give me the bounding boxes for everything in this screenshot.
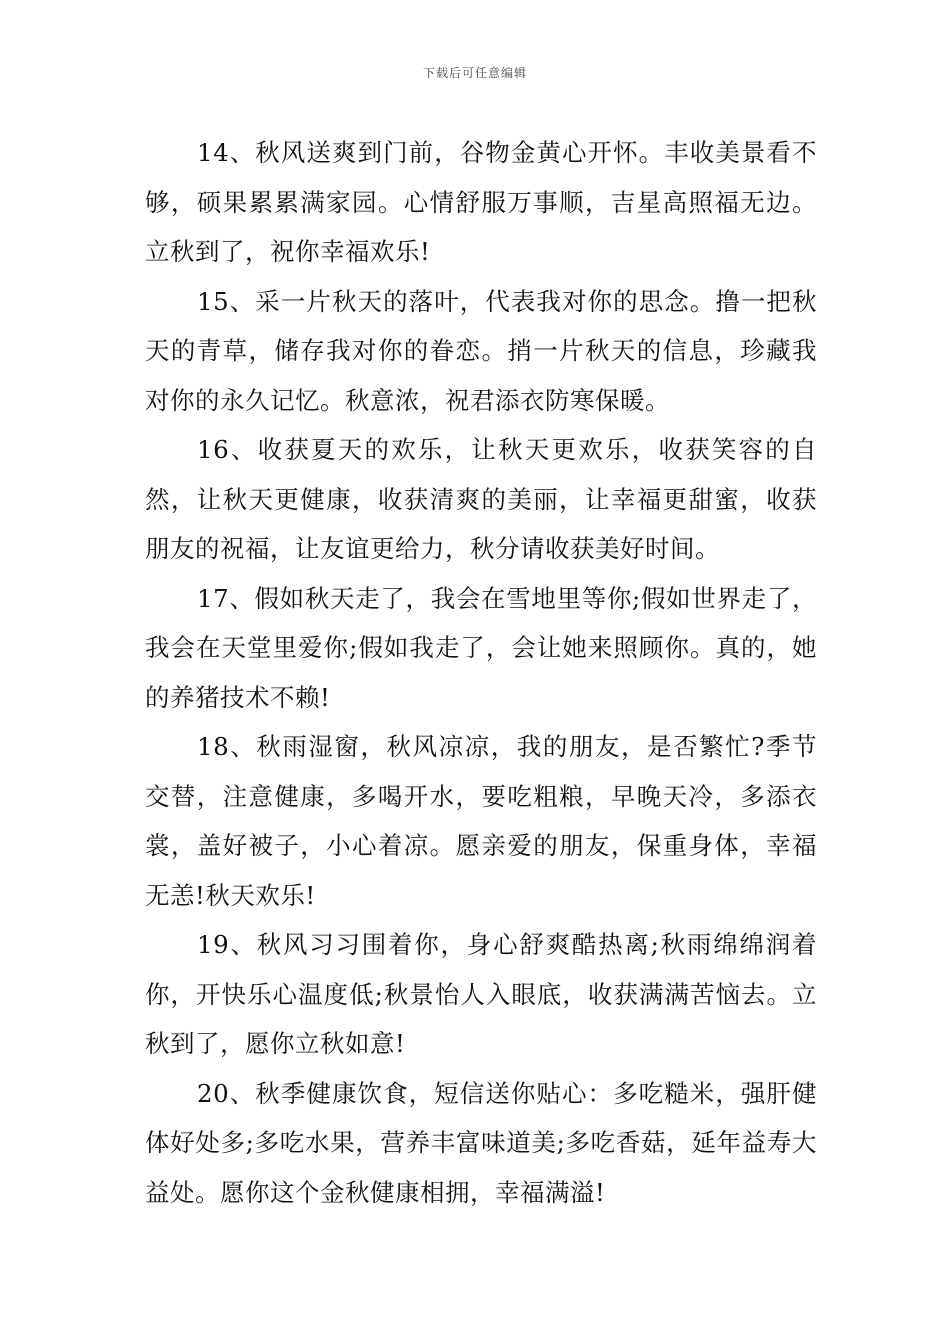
paragraph-15: 15、采一片秋天的落叶，代表我对你的思念。撸一把秋天的青草，储存我对你的眷恋。捎一片秋天的信息，珍藏我对你的永久记忆。秋意浓，祝君添衣防寒保暖。 [145,286,817,415]
paragraph-19: 19、秋风习习围着你，身心舒爽酷热离;秋雨绵绵润着你，开快乐心温度低;秋景怡人入眼底，收获满满苦恼去。立秋到了，愿你立秋如意! [145,930,817,1058]
paragraph-18: 18、秋雨湿窗，秋风凉凉，我的朋友，是否繁忙?季节交替，注意健康，多喝开水，要吃粗粮，早晚天冷，多添衣裳，盖好被子，小心着凉。愿亲爱的朋友，保重身体，幸福无恙!秋天欢乐! [145,732,817,910]
document-body [145,128,817,1217]
paragraph-17: 17、假如秋天走了，我会在雪地里等你;假如世界走了，我会在天堂里爱你;假如我走了，会让她来照顾你。真的，她的养猪技术不赖! [145,583,817,712]
paragraph-20: 20、秋季健康饮食，短信送你贴心：多吃糙米，强肝健体好处多;多吃水果，营养丰富味道美;多吃香菇，延年益寿大益处。愿你这个金秋健康相拥，幸福满溢! [145,1078,817,1207]
paragraph-14: 14、秋风送爽到门前，谷物金黄心开怀。丰收美景看不够，硕果累累满家园。心情舒服万事顺，吉星高照福无边。立秋到了，祝你幸福欢乐! [145,138,817,266]
paragraph-16: 16、收获夏天的欢乐，让秋天更欢乐，收获笑容的自然，让秋天更健康，收获清爽的美丽，让幸福更甜蜜，收获朋友的祝福，让友谊更给力，秋分请收获美好时间。 [145,435,817,563]
page-header-note: 下载后可任意编辑 [422,66,527,80]
